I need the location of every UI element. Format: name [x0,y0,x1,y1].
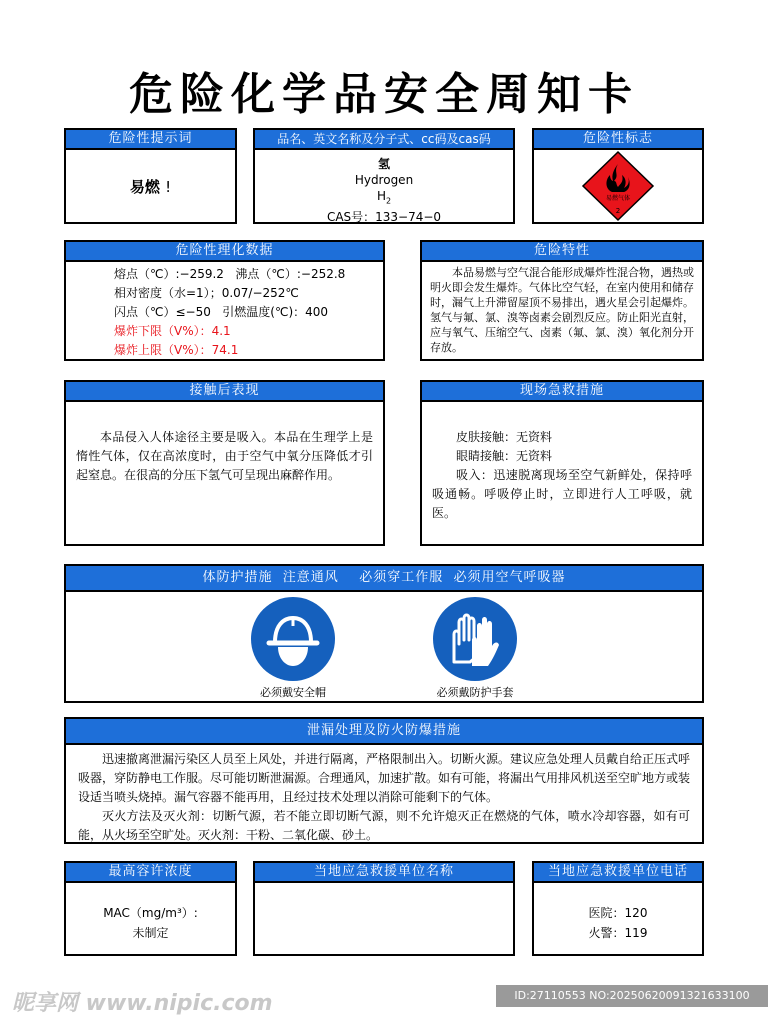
exposure-text: 本品侵入人体途径主要是吸入。本品在生理学上是惰性气体，仅在高浓度时，由于空气中氧分压降低才引起窒息。在很高的分压下氢气可呈现出麻醉作用。 [76,430,373,482]
unit-phone-header: 当地应急救援单位电话 [534,863,702,883]
name-en: Hydrogen [354,173,414,187]
formula: $H_2$ [376,189,392,206]
unit-phone-box [532,861,704,956]
leak-paragraph: 迅速撤离泄漏污染区人员至上风处，并进行隔离，严格限制出入。切断火源。建议应急处理人员戴自给正压式呼吸器，穿防静电工作服。尽可能切断泄漏源。合理通风，加速扩散。如有可能，将漏出气用排风机送至空旷地方或装设适当喷头烧掉。漏气容器不能再用，且经过技术处理以消除可能剩下的气体。 [78,752,691,804]
page-title: 危险化学品安全周知卡 [129,69,639,120]
hazard-sign-header: 危险性标志 [534,130,702,150]
helmet-icon [250,596,336,682]
leak-box [64,717,704,844]
physchem-header: 危险性理化数据 [66,242,383,262]
sign-text: 易燃气体 [605,195,631,202]
first-aid-header: 现场急救措施 [422,382,702,402]
eye-contact: 眼睛接触：无资料 [456,449,553,463]
unit-name-header: 当地应急救援单位名称 [255,863,513,883]
hazard-sign-box [532,128,704,224]
leak-header: 泄漏处理及防火防爆措施 [66,719,702,745]
physchem-box [64,240,385,361]
protection-header: 体防护措施 注意通风 必须穿工作服 必须用空气呼吸器 [66,566,702,592]
cas-number: CAS号：133−74−0 [326,210,442,225]
physchem-line: 闪点（℃）≤−50 引燃温度(℃)：400 [114,305,329,319]
first-aid-box [420,380,704,546]
identity-box [253,128,515,224]
explosion-upper-limit: 爆炸上限（V%）：74.1 [114,343,239,357]
hospital-phone: 医院：120 [588,906,648,920]
exposure-header: 接触后表现 [66,382,383,402]
helmet-label: 必须戴安全帽 [260,686,326,699]
fire-paragraph: 灭火方法及灭火剂：切断气源，若不能立即切断气源，则不允许熄灭正在燃烧的气体，喷水冷却容器，如有可能，从火场至空旷处。灭火剂：干粉、二氧化碳、砂土。 [78,809,690,842]
flammable-gas-diamond-icon [580,150,656,222]
name-cn: 氢 [377,157,390,171]
identity-header: 品名、英文名称及分子式、cc码及cas码 [255,130,513,150]
hazard-char-text: 本品易燃与空气混合能形成爆炸性混合物，遇热或明火即会发生爆炸。气体比空气轻，在室内使用和储存时，漏气上升滞留屋顶不易排出，遇火星会引起爆炸。氢气与氟、氯、溴等卤素会剧烈反应。防止阳光直射，应与氧气、压缩空气、卤素（氟、氯、溴）氧化剂分开存放。 [430,266,694,354]
unit-name-box [253,861,515,956]
fire-police-phone: 火警：119 [588,926,648,940]
watermark-right: ID:27110553 NO:20250620091321633100 [496,985,768,1007]
gloves-label: 必须戴防护手套 [436,686,514,699]
inhalation: 吸入：迅速脱离现场至空气新鲜处，保持呼吸通畅。呼吸停止时，立即进行人工呼吸，就医。 [432,468,692,520]
hazard-mark: ! [165,178,172,196]
hazard-char-box [420,240,704,361]
hazard-word-box [64,128,237,224]
mac-box [64,861,237,956]
sign-num: 2 [615,207,621,215]
skin-contact: 皮肤接触：无资料 [456,430,553,444]
mac-label: MAC（mg/m³）: [103,906,198,920]
gloves-icon [432,596,518,682]
physchem-line: 熔点（℃）:−259.2 沸点（℃）:−252.8 [114,267,346,281]
watermark-left: 昵享网 www.nipic.com [12,991,273,1016]
mac-value: 未制定 [132,926,169,940]
hazard-word: 易燃 [129,178,160,196]
protection-box [64,564,704,703]
exposure-box [64,380,385,546]
hazard-word-header: 危险性提示词 [66,130,235,150]
physchem-line: 相对密度（水=1）；0.07/−252℃ [114,286,299,300]
mac-header: 最高容许浓度 [66,863,235,883]
hazard-char-header: 危险特性 [422,242,702,262]
explosion-lower-limit: 爆炸下限（V%）：4.1 [114,324,231,338]
